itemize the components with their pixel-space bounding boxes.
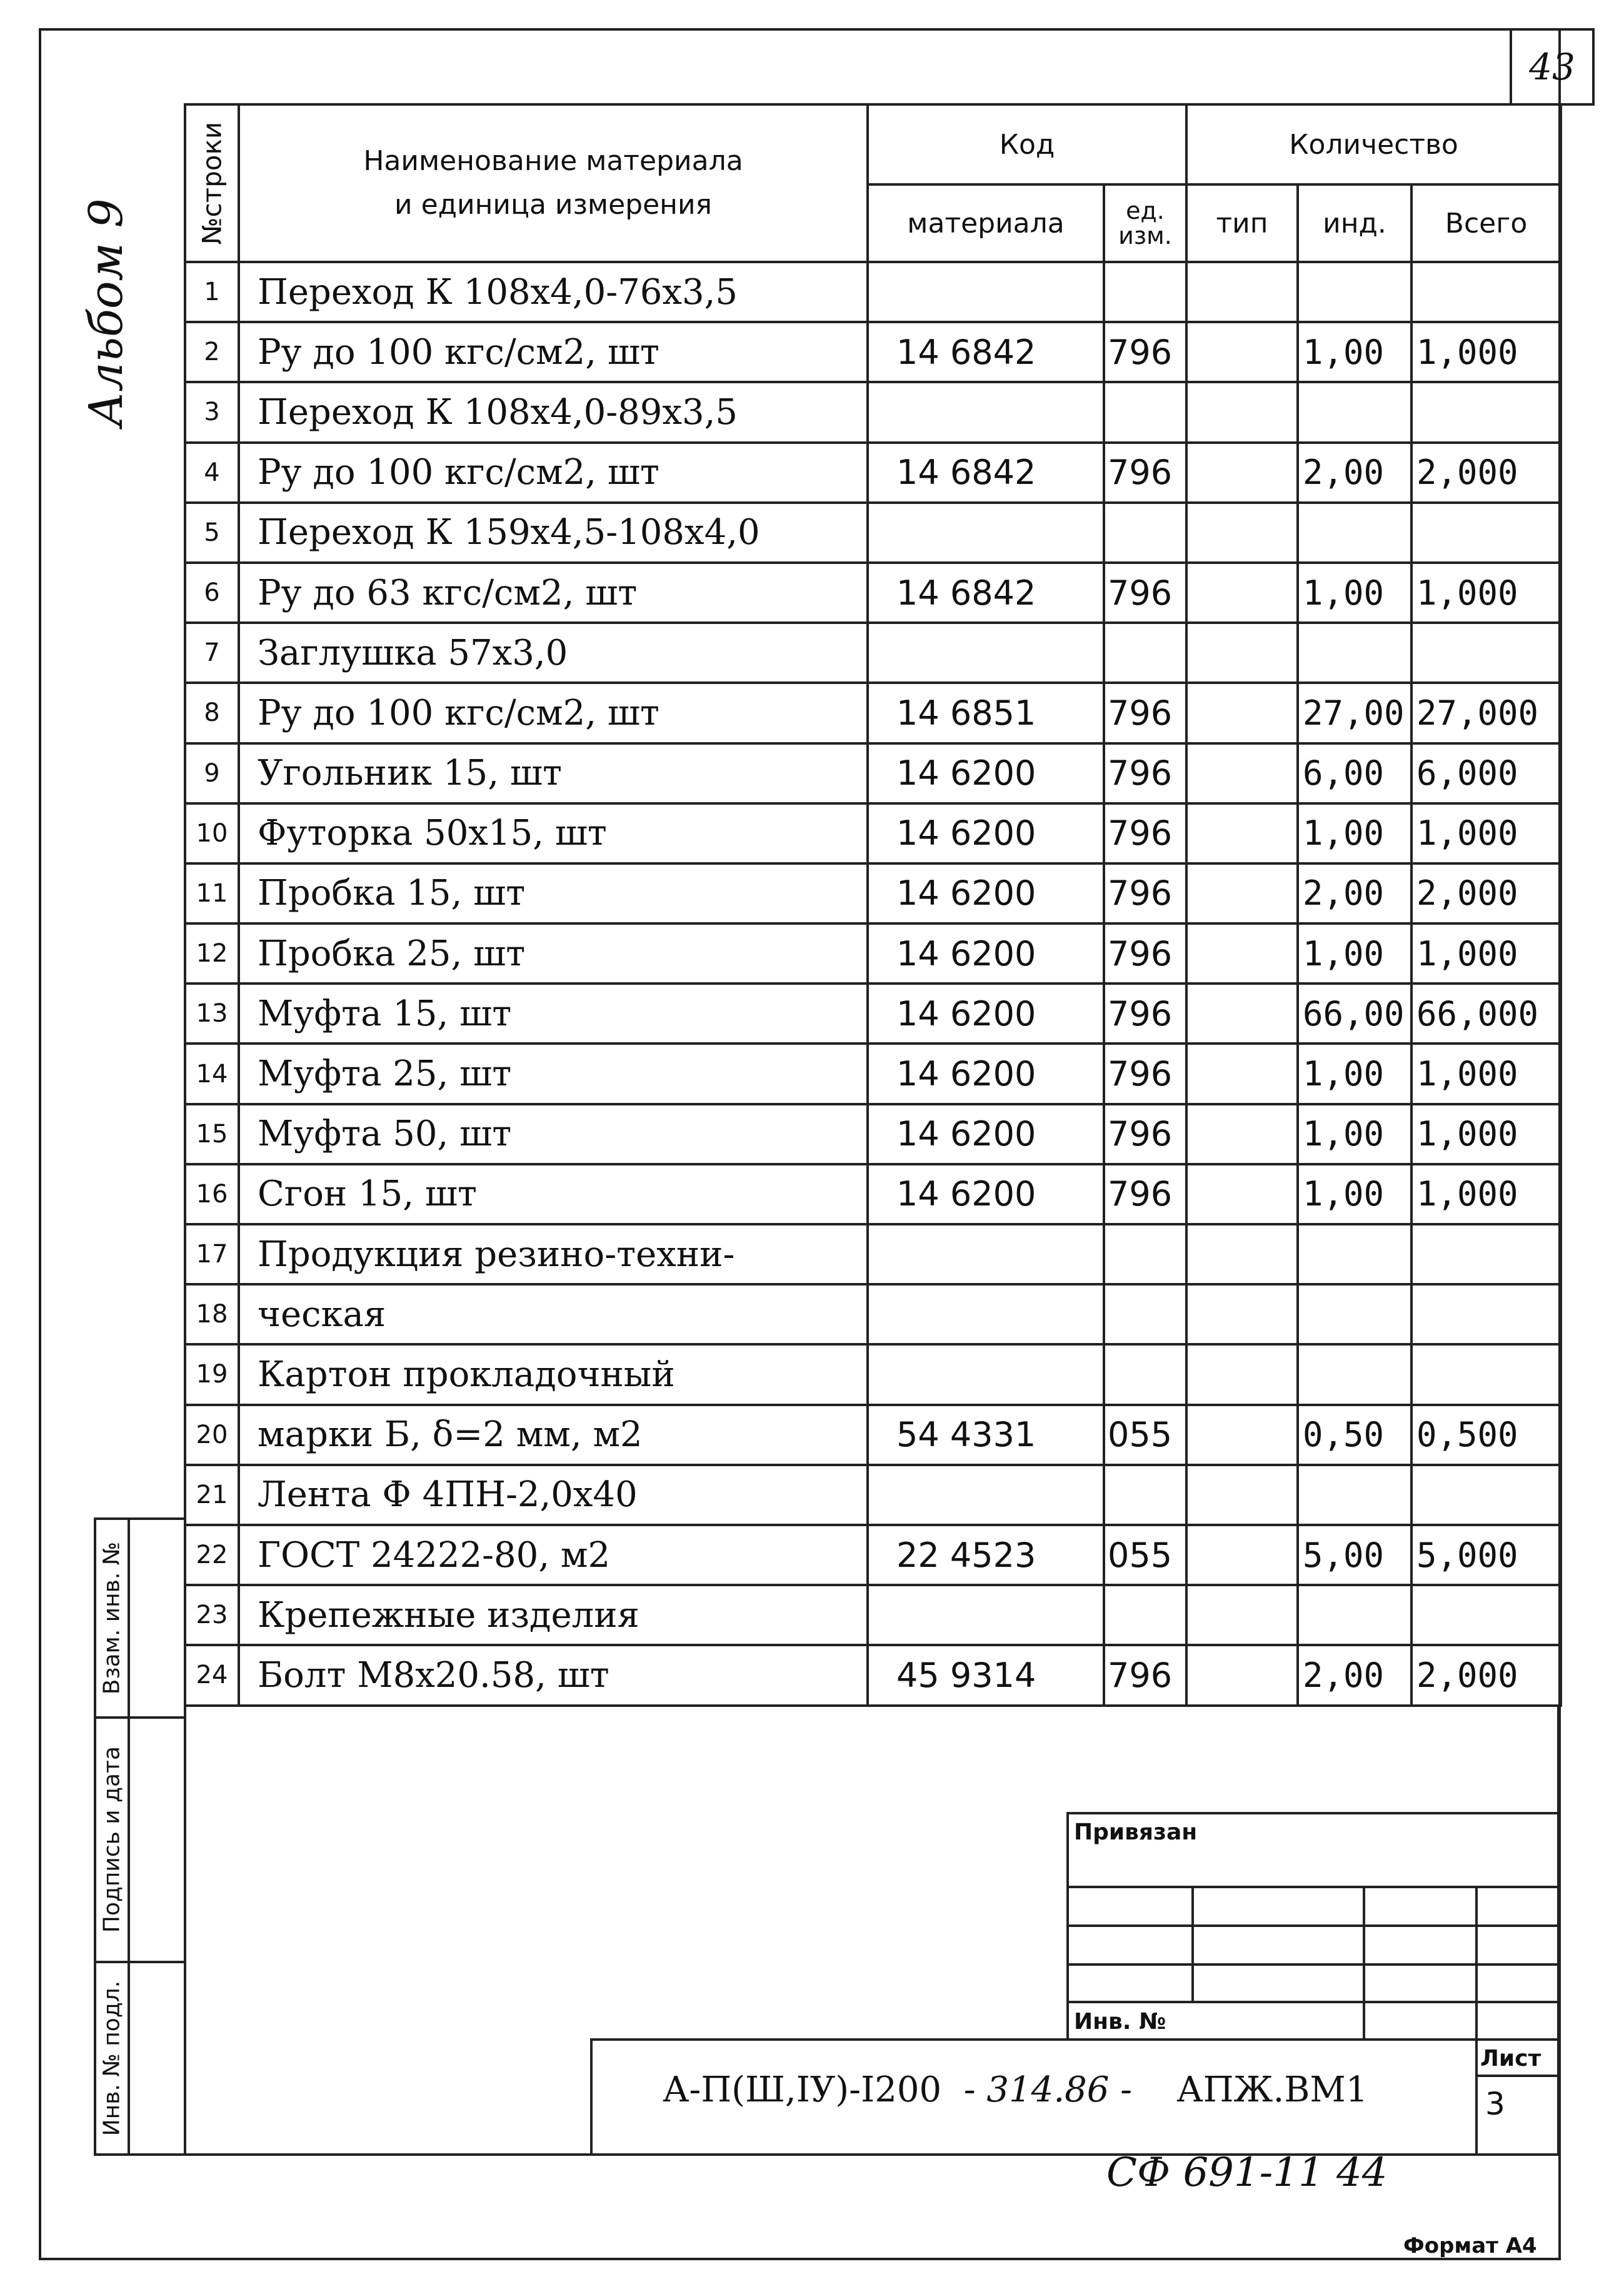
side-label-podpis: Подпись и дата <box>99 1746 125 1933</box>
material-code <box>868 1344 1104 1404</box>
unit-code <box>1104 1284 1186 1344</box>
table-row <box>185 1044 1561 1104</box>
table-row <box>185 1224 1561 1284</box>
material-name: Продукция резино-техни- <box>239 1224 868 1284</box>
material-name: Лента Ф 4ПН-2,0x40 <box>239 1465 868 1525</box>
unit-code: 796 <box>1104 923 1186 984</box>
material-code: 14 6842 <box>868 443 1104 503</box>
table-row <box>185 1465 1561 1525</box>
qty-total <box>1411 382 1561 442</box>
unit-code <box>1104 1465 1186 1525</box>
qty-type <box>1186 503 1298 563</box>
table-row <box>185 923 1561 984</box>
qty-ind: 6,00 <box>1298 743 1411 803</box>
unit-code: 796 <box>1104 984 1186 1044</box>
qty-total: 0,500 <box>1411 1405 1561 1465</box>
header-qty-ind: инд. <box>1298 184 1411 262</box>
side-label-invpodl: Инв. № подл. <box>99 1980 125 2136</box>
qty-total: 6,000 <box>1411 743 1561 803</box>
material-code: 54 4331 <box>868 1405 1104 1465</box>
material-code: 14 6200 <box>868 1104 1104 1164</box>
material-code: 14 6200 <box>868 743 1104 803</box>
qty-ind: 1,00 <box>1298 803 1411 863</box>
header-qty-total: Всего <box>1411 184 1561 262</box>
material-name: Переход К 159x4,5-108x4,0 <box>239 503 868 563</box>
material-code: 14 6200 <box>868 863 1104 923</box>
qty-type <box>1186 443 1298 503</box>
material-code <box>868 382 1104 442</box>
qty-type <box>1186 563 1298 623</box>
row-number: 1 <box>185 262 239 322</box>
row-number: 9 <box>185 743 239 803</box>
table-row <box>185 382 1561 442</box>
qty-total: 66,000 <box>1411 984 1561 1044</box>
qty-total: 1,000 <box>1411 563 1561 623</box>
material-name: Сгон 15, шт <box>239 1164 868 1224</box>
qty-total: 27,000 <box>1411 683 1561 743</box>
unit-code: 796 <box>1104 863 1186 923</box>
material-code <box>868 262 1104 322</box>
qty-total: 1,000 <box>1411 1164 1561 1224</box>
row-number: 20 <box>185 1405 239 1465</box>
material-name: Ру до 100 кгс/см2, шт <box>239 443 868 503</box>
table-row <box>185 262 1561 322</box>
header-code-material: материала <box>868 184 1104 262</box>
table-row <box>185 1344 1561 1404</box>
material-name: Ру до 100 кгс/см2, шт <box>239 322 868 382</box>
material-code <box>868 1585 1104 1645</box>
side-blank-3 <box>128 1961 186 2156</box>
material-name: Переход К 108x4,0-76x3,5 <box>239 262 868 322</box>
unit-code: 796 <box>1104 1164 1186 1224</box>
unit-code: 796 <box>1104 803 1186 863</box>
table-row <box>185 623 1561 683</box>
qty-type <box>1186 623 1298 683</box>
qty-type <box>1186 1284 1298 1344</box>
qty-ind <box>1298 1344 1411 1404</box>
row-number: 2 <box>185 322 239 382</box>
qty-ind <box>1298 1224 1411 1284</box>
material-code: 14 6200 <box>868 923 1104 984</box>
row-number: 3 <box>185 382 239 442</box>
material-name: Угольник 15, шт <box>239 743 868 803</box>
qty-total <box>1411 1284 1561 1344</box>
qty-type <box>1186 1405 1298 1465</box>
qty-total: 5,000 <box>1411 1525 1561 1585</box>
qty-type <box>1186 1104 1298 1164</box>
row-number: 17 <box>185 1224 239 1284</box>
material-code <box>868 503 1104 563</box>
material-code: 14 6842 <box>868 322 1104 382</box>
handwritten-footer: СФ 691-11 44 <box>1106 2150 1388 2196</box>
table-row <box>185 1405 1561 1465</box>
list-value: 3 <box>1485 2086 1505 2122</box>
table-row <box>185 803 1561 863</box>
row-number: 21 <box>185 1465 239 1525</box>
table-row <box>185 1525 1561 1585</box>
privyazan-line-2 <box>1066 1924 1560 1927</box>
table-row <box>185 1585 1561 1645</box>
format-label: Формат А4 <box>1403 2233 1537 2258</box>
unit-code: 796 <box>1104 443 1186 503</box>
qty-ind: 1,00 <box>1298 1044 1411 1104</box>
side-blank-2 <box>128 1716 186 1963</box>
material-name: Муфта 15, шт <box>239 984 868 1044</box>
table-row <box>185 563 1561 623</box>
unit-code: 796 <box>1104 1044 1186 1104</box>
material-name: Заглушка 57x3,0 <box>239 623 868 683</box>
privyazan-line-4 <box>1066 2001 1560 2003</box>
qty-ind: 66,00 <box>1298 984 1411 1044</box>
privyazan-vline-2 <box>1363 1886 1365 2041</box>
row-number: 19 <box>185 1344 239 1404</box>
qty-type <box>1186 1645 1298 1705</box>
material-code <box>868 1224 1104 1284</box>
row-number: 12 <box>185 923 239 984</box>
header-code-unit: ед. изм. <box>1104 184 1186 262</box>
row-number: 24 <box>185 1645 239 1705</box>
qty-type <box>1186 1465 1298 1525</box>
unit-code <box>1104 623 1186 683</box>
qty-ind: 1,00 <box>1298 1104 1411 1164</box>
row-number: 22 <box>185 1525 239 1585</box>
material-code: 22 4523 <box>868 1525 1104 1585</box>
qty-ind: 1,00 <box>1298 322 1411 382</box>
unit-code <box>1104 1585 1186 1645</box>
material-name: Пробка 25, шт <box>239 923 868 984</box>
row-number: 6 <box>185 563 239 623</box>
document-code: А-П(Ш,IУ)-I200 - 314.86 - АПЖ.ВМ1 <box>663 2070 1368 2110</box>
qty-ind: 2,00 <box>1298 443 1411 503</box>
material-name: Ру до 63 кгс/см2, шт <box>239 563 868 623</box>
qty-total <box>1411 623 1561 683</box>
page-number: 43 <box>1510 28 1595 106</box>
header-quantity: Количество <box>1186 104 1561 184</box>
table-row <box>185 984 1561 1044</box>
unit-code: 796 <box>1104 683 1186 743</box>
qty-total <box>1411 262 1561 322</box>
qty-ind <box>1298 503 1411 563</box>
qty-total <box>1411 1344 1561 1404</box>
material-code <box>868 623 1104 683</box>
unit-code <box>1104 503 1186 563</box>
qty-total: 2,000 <box>1411 1645 1561 1705</box>
qty-type <box>1186 322 1298 382</box>
qty-total: 1,000 <box>1411 1044 1561 1104</box>
inv-no-label: Инв. № <box>1074 2009 1166 2035</box>
qty-type <box>1186 743 1298 803</box>
material-name: Пробка 15, шт <box>239 863 868 923</box>
table-row <box>185 1164 1561 1224</box>
qty-ind <box>1298 1284 1411 1344</box>
qty-type <box>1186 382 1298 442</box>
qty-ind <box>1298 1465 1411 1525</box>
unit-code: 055 <box>1104 1525 1186 1585</box>
qty-total: 1,000 <box>1411 803 1561 863</box>
privyazan-line-3 <box>1066 1963 1560 1966</box>
material-code: 14 6200 <box>868 803 1104 863</box>
qty-ind <box>1298 382 1411 442</box>
material-code: 14 6200 <box>868 984 1104 1044</box>
header-name: Наименование материала и единица измерения <box>239 104 868 262</box>
material-name: Муфта 50, шт <box>239 1104 868 1164</box>
table-row <box>185 322 1561 382</box>
qty-ind: 1,00 <box>1298 563 1411 623</box>
row-number: 7 <box>185 623 239 683</box>
material-name: Футорка 50x15, шт <box>239 803 868 863</box>
qty-ind <box>1298 262 1411 322</box>
qty-ind: 1,00 <box>1298 923 1411 984</box>
qty-total <box>1411 1465 1561 1525</box>
list-label: Лист <box>1480 2046 1541 2071</box>
qty-type <box>1186 1585 1298 1645</box>
qty-total <box>1411 1585 1561 1645</box>
material-code: 14 6200 <box>868 1164 1104 1224</box>
qty-type <box>1186 1164 1298 1224</box>
unit-code: 796 <box>1104 1104 1186 1164</box>
row-number: 18 <box>185 1284 239 1344</box>
qty-type <box>1186 923 1298 984</box>
qty-type <box>1186 683 1298 743</box>
row-number: 14 <box>185 1044 239 1104</box>
album-label: Альбом 9 <box>79 198 133 427</box>
qty-ind: 27,00 <box>1298 683 1411 743</box>
table-row <box>185 863 1561 923</box>
material-code: 14 6851 <box>868 683 1104 743</box>
material-code: 14 6200 <box>868 1044 1104 1104</box>
qty-total <box>1411 1224 1561 1284</box>
qty-total: 1,000 <box>1411 1104 1561 1164</box>
qty-ind: 2,00 <box>1298 1645 1411 1705</box>
row-number: 10 <box>185 803 239 863</box>
qty-type <box>1186 803 1298 863</box>
list-cell-border <box>1475 2038 1478 2156</box>
header-qty-type: тип <box>1186 184 1298 262</box>
material-code <box>868 1465 1104 1525</box>
table-row <box>185 1104 1561 1164</box>
qty-type <box>1186 1224 1298 1284</box>
privyazan-vline-3 <box>1475 1886 1478 2041</box>
unit-code <box>1104 1224 1186 1284</box>
row-number: 23 <box>185 1585 239 1645</box>
side-label-vzam: Взам. инв. № <box>99 1541 125 1695</box>
qty-type <box>1186 984 1298 1044</box>
qty-ind <box>1298 623 1411 683</box>
qty-ind: 5,00 <box>1298 1525 1411 1585</box>
unit-code: 796 <box>1104 322 1186 382</box>
qty-total <box>1411 503 1561 563</box>
material-name: Крепежные изделия <box>239 1585 868 1645</box>
unit-code: 796 <box>1104 743 1186 803</box>
row-number: 8 <box>185 683 239 743</box>
material-code: 14 6842 <box>868 563 1104 623</box>
unit-code: 796 <box>1104 563 1186 623</box>
table-row <box>185 443 1561 503</box>
unit-code: 796 <box>1104 1645 1186 1705</box>
row-number: 15 <box>185 1104 239 1164</box>
qty-total: 1,000 <box>1411 923 1561 984</box>
row-number: 11 <box>185 863 239 923</box>
unit-code <box>1104 262 1186 322</box>
qty-total: 2,000 <box>1411 443 1561 503</box>
unit-code <box>1104 1344 1186 1404</box>
header-code: Код <box>868 104 1186 184</box>
table-row <box>185 1284 1561 1344</box>
material-name: Переход К 108x4,0-89x3,5 <box>239 382 868 442</box>
privyazan-vline-1 <box>1191 1886 1194 2002</box>
table-row <box>185 683 1561 743</box>
material-code <box>868 1284 1104 1344</box>
privyazan-label: Привязан <box>1074 1819 1198 1845</box>
row-number: 16 <box>185 1164 239 1224</box>
unit-code <box>1104 382 1186 442</box>
qty-type <box>1186 1044 1298 1104</box>
row-number: 4 <box>185 443 239 503</box>
row-number: 13 <box>185 984 239 1044</box>
material-code: 45 9314 <box>868 1645 1104 1705</box>
material-name: марки Б, δ=2 мм, м2 <box>239 1405 868 1465</box>
side-blank-1 <box>128 1517 186 1719</box>
material-name: Болт М8x20.58, шт <box>239 1645 868 1705</box>
material-name: Муфта 25, шт <box>239 1044 868 1104</box>
specification-table <box>184 103 1562 1707</box>
qty-ind: 0,50 <box>1298 1405 1411 1465</box>
header-row-number: №строки <box>185 104 239 262</box>
qty-type <box>1186 262 1298 322</box>
privyazan-line-1 <box>1066 1886 1560 1888</box>
qty-total: 2,000 <box>1411 863 1561 923</box>
qty-ind: 1,00 <box>1298 1164 1411 1224</box>
qty-type <box>1186 1344 1298 1404</box>
row-number: 5 <box>185 503 239 563</box>
table-row <box>185 743 1561 803</box>
material-name: ческая <box>239 1284 868 1344</box>
qty-total: 1,000 <box>1411 322 1561 382</box>
qty-ind <box>1298 1585 1411 1645</box>
unit-code: 055 <box>1104 1405 1186 1465</box>
material-name: Ру до 100 кгс/см2, шт <box>239 683 868 743</box>
material-name: Картон прокладочный <box>239 1344 868 1404</box>
qty-ind: 2,00 <box>1298 863 1411 923</box>
left-column-border <box>184 1705 186 2156</box>
table-row <box>185 503 1561 563</box>
list-cell-divider <box>1475 2075 1560 2077</box>
table-row <box>185 1645 1561 1705</box>
qty-type <box>1186 1525 1298 1585</box>
qty-type <box>1186 863 1298 923</box>
material-name: ГОСТ 24222-80, м2 <box>239 1525 868 1585</box>
